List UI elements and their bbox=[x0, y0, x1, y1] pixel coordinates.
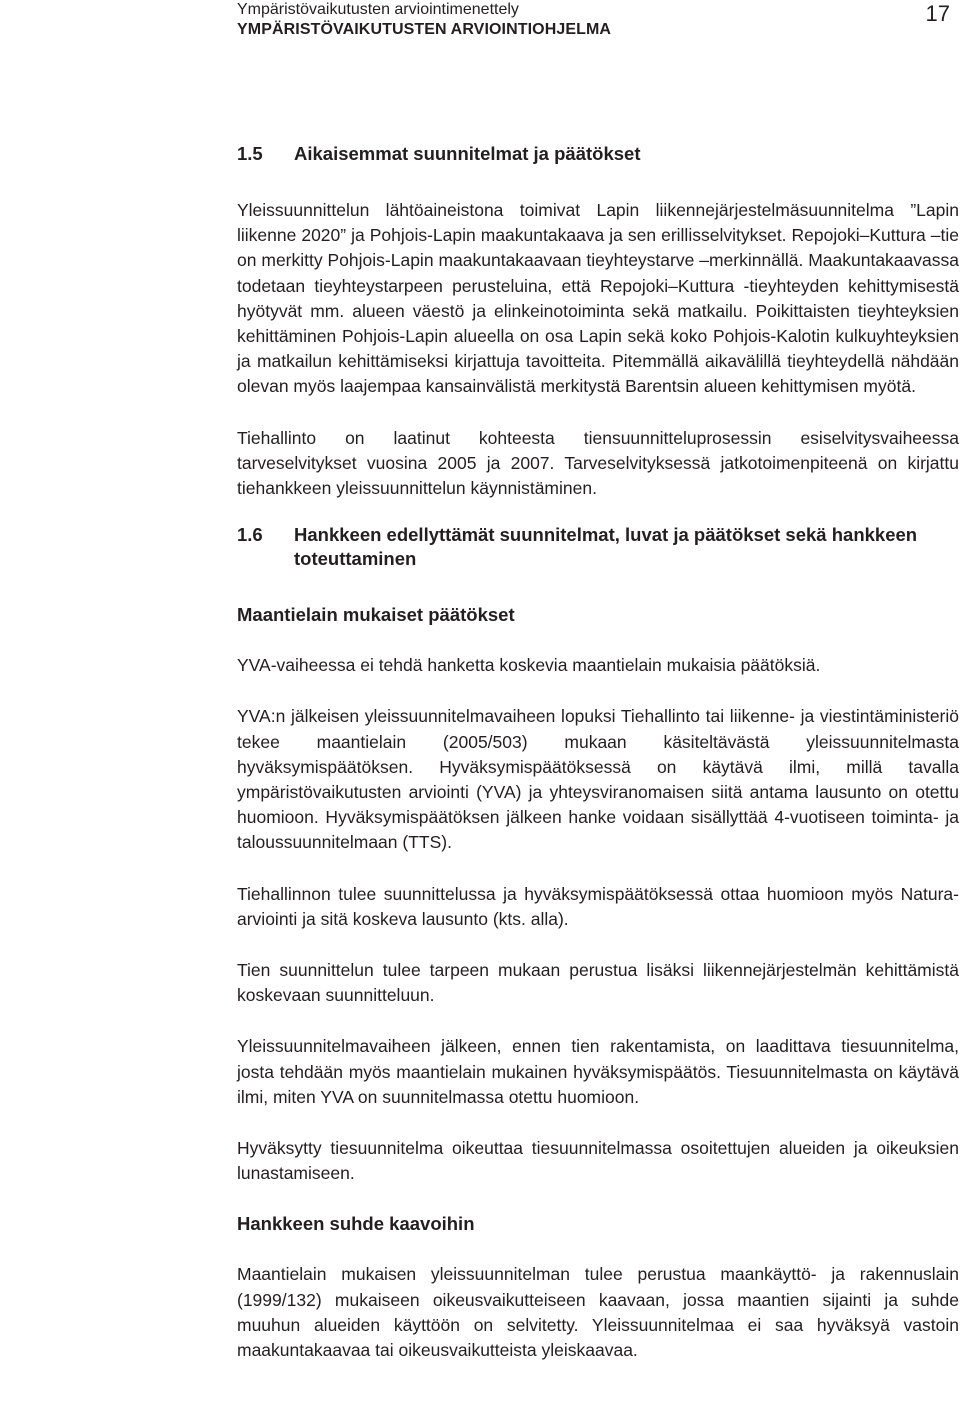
page-content bbox=[237, 142, 959, 1363]
paragraph: Tiehallinnon tulee suunnittelussa ja hyväksymispäätöksessä ottaa huomioon myös Natura-arviointi ja sitä koskeva lausunto (kts. alla). bbox=[237, 883, 959, 929]
section-title: Aikaisemmat suunnitelmat ja päätökset bbox=[294, 143, 641, 164]
section-number: 1.5 bbox=[237, 143, 263, 164]
page-number: 17 bbox=[925, 1, 950, 26]
running-header bbox=[237, 0, 837, 40]
document-subtitle: YMPÄRISTÖVAIKUTUSTEN ARVIOINTIOHJELMA bbox=[237, 21, 612, 38]
paragraph: Maantielain mukaisen yleissuunnitelman tulee perustua maankäyttö- ja rakennuslain (1999/132) mukaiseen oikeusvaikutteiseen kaavaan, jossa maantien sijainti ja suhde muuhun alueiden käyttöön on selvitetty. Yleissuunnitelmaa ei saa hyväksyä vastoin maakuntakaavaa tai oikeusvaikutteista yleiskaavaa. bbox=[237, 1264, 959, 1361]
subsection-heading-maantielain: Maantielain mukaiset päätökset bbox=[237, 604, 515, 626]
paragraph: YVA-vaiheessa ei tehdä hanketta koskevia maantielain mukaisia päätöksiä. bbox=[237, 655, 821, 676]
subsection-heading-kaavat: Hankkeen suhde kaavoihin bbox=[237, 1213, 475, 1235]
document-title: Ympäristövaikutusten arviointimenettely bbox=[237, 1, 519, 18]
paragraph: Tien suunnittelun tulee tarpeen mukaan perustua lisäksi liikennejärjestelmän kehittämistä koskevaan suunnitteluun. bbox=[237, 960, 959, 1006]
paragraph: YVA:n jälkeisen yleissuunnitelmavaiheen lopuksi Tiehallinto tai liikenne- ja viestintäministeriö tekee maantielain (2005/503) mukaan käsiteltävästä yleissuunnitelmasta hyväksymispäätöksen. Hyväksymispäätöksessä on käytävä ilmi, millä tavalla ympäristövaikutusten arviointi (YVA) ja yhteysviranomaisen siitä antama lausunto on otettu huomioon. Hyväksymispäätöksen jälkeen hanke voidaan sisällyttää 4-vuotiseen toiminta- ja taloussuunnitelmaan (TTS). bbox=[237, 706, 959, 853]
paragraph: Yleissuunnitelmavaiheen jälkeen, ennen tien rakentamista, on laadittava tiesuunnitelma, josta tehdään myös maantielain mukainen hyväksymispäätös. Tiesuunnitelmasta on käytävä ilmi, miten YVA on suunnitelmassa otettu huomioon. bbox=[237, 1036, 959, 1107]
section-number: 1.6 bbox=[237, 524, 263, 546]
paragraph: Hyväksytty tiesuunnitelma oikeuttaa tiesuunnitelmassa osoitettujen alueiden ja oikeuksien lunastamiseen. bbox=[237, 1138, 959, 1184]
paragraph: Tiehallinto on laatinut kohteesta tiensuunnitteluprosessin esiselvitysvaiheessa tarveselvitykset vuosina 2005 ja 2007. Tarveselvityksessä jatkotoimenpiteenä on kirjattu tiehankkeen yleissuunnittelun käynnistäminen. bbox=[237, 427, 959, 499]
section-title: Hankkeen edellyttämät suunnitelmat, luvat ja päätökset sekä hankkeen toteuttaminen bbox=[294, 524, 918, 570]
paragraph: Yleissuunnittelun lähtöaineistona toimivat Lapin liikennejärjestelmäsuunnitelma ”Lapin liikenne 2020” ja Pohjois-Lapin maakuntakaava ja sen erillisselvitykset. Repojoki–Kuttura –tie on merkitty Pohjois-Lapin maakuntakaavaan tieyhteystarve –merkinnällä. Maakuntakaavassa todetaan tieyhteystarpeen perusteluina, että Repojoki–Kuttura -tieyhteyden kehittymisestä hyötyvät mm. alueen väestö ja elinkeinotoiminta sekä matkailu. Poikittaisten tieyhteyksien kehittäminen Pohjois-Lapin alueella on osa Lapin sekä koko Pohjois-Kalotin kulkuyhteyksien ja matkailun kehittämiseksi kirjattuja tavoitteita. Pitemmällä aikavälillä tieyhteydellä nähdään olevan myös laajempaa kansainvälistä merkitystä Barentsin alueen kehittymisen myötä. bbox=[237, 200, 959, 397]
section-heading-1-6 bbox=[237, 523, 959, 571]
section-heading-1-5 bbox=[237, 142, 959, 166]
